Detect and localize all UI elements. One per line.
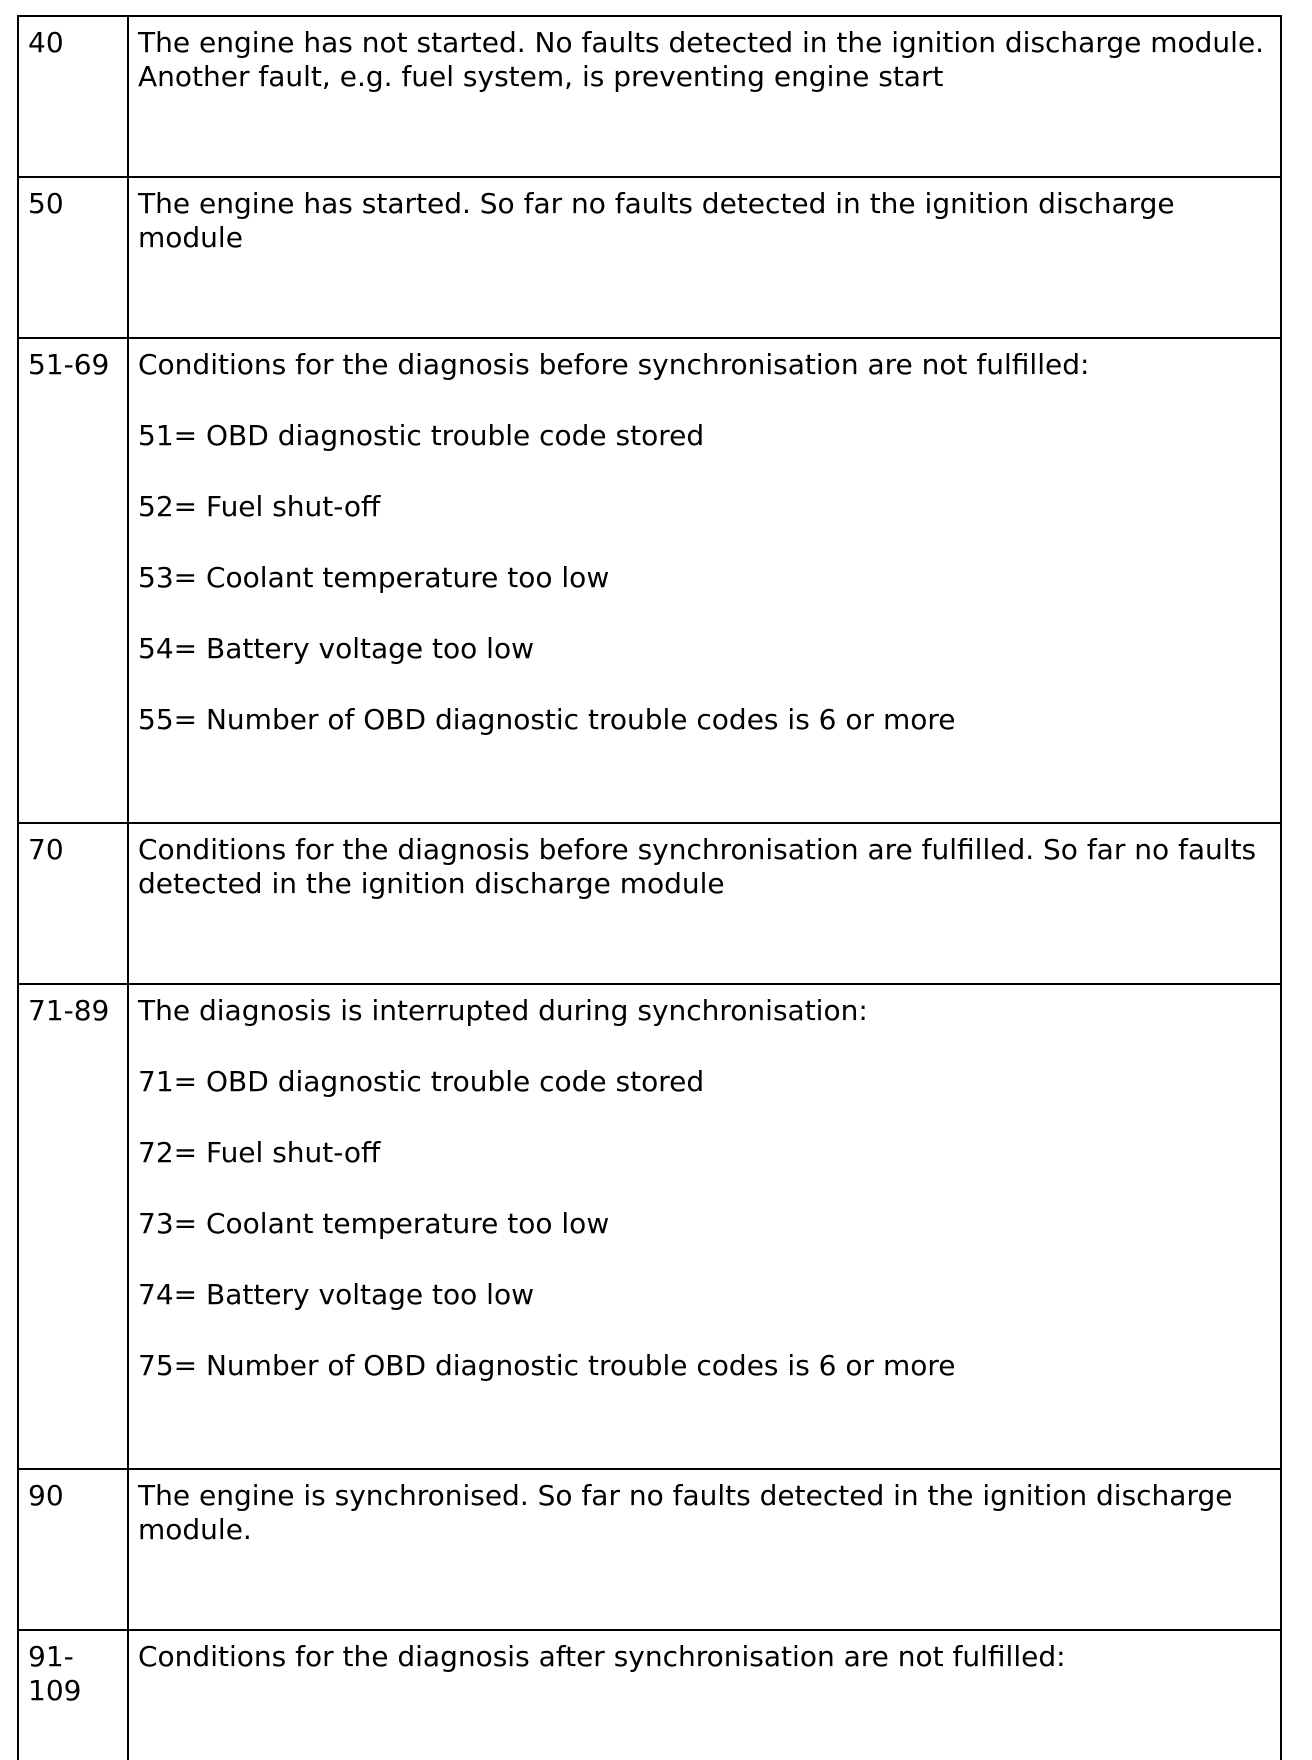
condition-list xyxy=(138,419,1272,737)
code-cell: 50 xyxy=(18,177,128,338)
description-text: Conditions for the diagnosis before synchronisation are fulfilled. So far no faults detected in the ignition discharge module xyxy=(138,833,1257,900)
description-cell xyxy=(128,338,1281,823)
table-row xyxy=(18,177,1281,338)
table-row xyxy=(18,1469,1281,1630)
description-text: Conditions for the diagnosis before synchronisation are not fulfilled: xyxy=(138,348,1090,381)
table-row xyxy=(18,984,1281,1469)
diagnostic-code-table xyxy=(17,15,1282,1760)
code-cell: 40 xyxy=(18,16,128,177)
list-item: 71= OBD diagnostic trouble code stored xyxy=(138,1065,705,1098)
code-cell: 90 xyxy=(18,1469,128,1630)
list-item: 51= OBD diagnostic trouble code stored xyxy=(138,419,705,452)
list-item: 72= Fuel shut-off xyxy=(138,1136,381,1169)
description-text: The engine has not started. No faults detected in the ignition discharge module. Another fault, e.g. fuel system, is preventing engine start xyxy=(138,26,1265,93)
description-cell xyxy=(128,16,1281,177)
description-text: Conditions for the diagnosis after synchronisation are not fulfilled: xyxy=(138,1640,1066,1673)
description-cell xyxy=(128,984,1281,1469)
list-item: 52= Fuel shut-off xyxy=(138,490,381,523)
description-cell xyxy=(128,1630,1281,1760)
description-text: The engine is synchronised. So far no faults detected in the ignition discharge module. xyxy=(138,1479,1233,1546)
code-cell: 70 xyxy=(18,823,128,984)
description-cell xyxy=(128,177,1281,338)
description-text: The diagnosis is interrupted during synchronisation: xyxy=(138,994,868,1027)
list-item: 73= Coolant temperature too low xyxy=(138,1207,610,1240)
description-text: The engine has started. So far no faults detected in the ignition discharge module xyxy=(138,187,1175,254)
list-item: 54= Battery voltage too low xyxy=(138,632,534,665)
code-cell: 51-69 xyxy=(18,338,128,823)
table-row xyxy=(18,16,1281,177)
list-item: 55= Number of OBD diagnostic trouble codes is 6 or more xyxy=(138,703,956,736)
list-item: 74= Battery voltage too low xyxy=(138,1278,534,1311)
condition-list xyxy=(138,1065,1272,1383)
list-item: 75= Number of OBD diagnostic trouble codes is 6 or more xyxy=(138,1349,956,1382)
table-row xyxy=(18,1630,1281,1760)
table-row xyxy=(18,338,1281,823)
code-cell: 71-89 xyxy=(18,984,128,1469)
code-cell: 91-109 xyxy=(18,1630,128,1760)
table-row xyxy=(18,823,1281,984)
description-cell xyxy=(128,1469,1281,1630)
list-item: 53= Coolant temperature too low xyxy=(138,561,610,594)
description-cell xyxy=(128,823,1281,984)
